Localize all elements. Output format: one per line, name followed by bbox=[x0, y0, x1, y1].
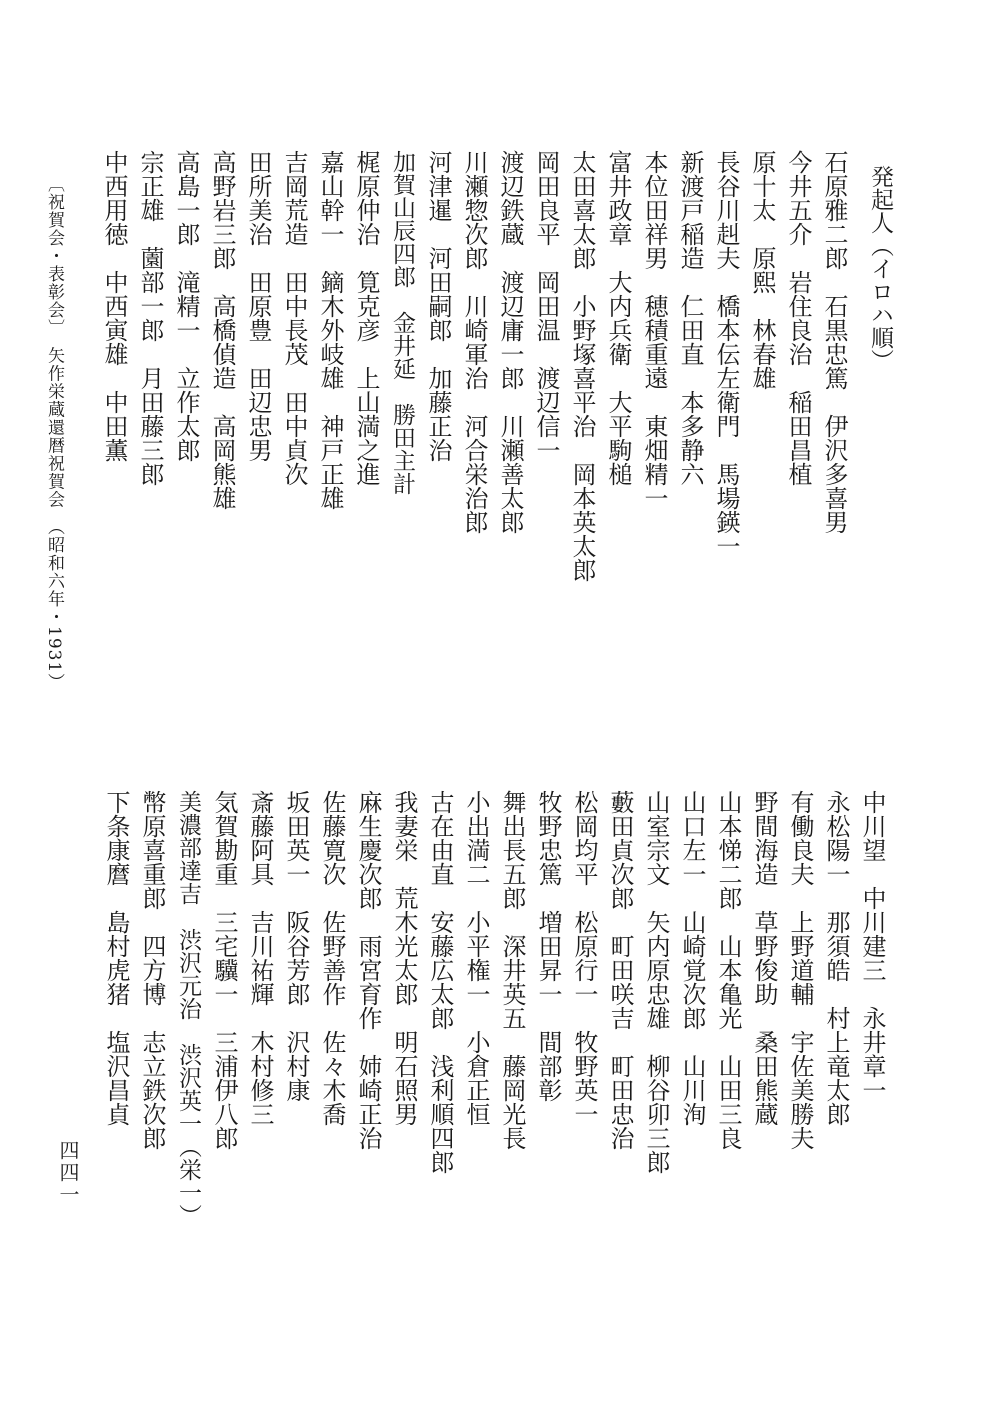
bottom-name-column: 幣原喜重郎 四方博 志立鉄次郎 bbox=[138, 790, 166, 1150]
bottom-name-column: 佐藤寛次 佐野善作 佐々木喬 bbox=[318, 790, 346, 1126]
top-name-column: 梶原仲治 筧克彦 上山満之進 bbox=[352, 150, 380, 486]
bottom-name-column: 永松陽一 那須皓 村上竜太郎 bbox=[822, 790, 850, 1126]
bottom-name-column: 麻生慶次郎 雨宮育作 姉崎正治 bbox=[354, 790, 382, 1150]
bottom-name-column: 中川望 中川建三 永井章一 bbox=[858, 790, 886, 1102]
heading: 発起人（イロハ順） bbox=[867, 165, 893, 372]
top-name-column: 川瀬惣次郎 川崎軍治 河合栄治郎 bbox=[460, 150, 488, 534]
bottom-name-column: 美濃部達吉 渋沢元治 渋沢英一（栄一） bbox=[175, 790, 201, 1227]
top-name-column: 田所美治 田原豊 田辺忠男 bbox=[244, 150, 272, 462]
page-number: 四四一 bbox=[56, 1140, 80, 1206]
bottom-name-column: 下条康麿 島村虎猪 塩沢昌貞 bbox=[102, 790, 130, 1126]
top-name-column: 渡辺鉄蔵 渡辺庸一郎 川瀬善太郎 bbox=[496, 150, 524, 534]
bottom-name-column: 古在由直 安藤広太郎 浅利順四郎 bbox=[426, 790, 454, 1174]
bottom-name-column: 山口左一 山崎覚次郎 山川洵 bbox=[678, 790, 706, 1126]
bottom-name-column: 松岡均平 松原行一 牧野英一 bbox=[570, 790, 598, 1126]
top-name-column: 今井五介 岩住良治 稲田昌植 bbox=[784, 150, 812, 486]
top-name-column: 宗正雄 薗部一郎 月田藤三郎 bbox=[136, 150, 164, 486]
bottom-name-column: 坂田英一 阪谷芳郎 沢村康 bbox=[282, 790, 310, 1102]
bottom-name-column: 我妻栄 荒木光太郎 明石照男 bbox=[390, 790, 418, 1126]
top-name-column: 加賀山辰四郎 金井延 勝田主計 bbox=[389, 150, 415, 495]
bottom-name-column: 小出満二 小平権一 小倉正恒 bbox=[462, 790, 490, 1126]
bottom-name-column: 舞出長五郎 深井英五 藤岡光長 bbox=[498, 790, 526, 1150]
top-name-column: 富井政章 大内兵衛 大平駒槌 bbox=[604, 150, 632, 486]
side-label: 〔祝賀会・表彰会〕 矢作栄蔵還暦祝賀会 （昭和六年・1931） bbox=[44, 175, 64, 692]
bottom-name-column: 藪田貞次郎 町田咲吉 町田忠治 bbox=[606, 790, 634, 1150]
bottom-name-column: 気賀勘重 三宅驥一 三浦伊八郎 bbox=[210, 790, 238, 1150]
bottom-name-column: 野間海造 草野俊助 桑田熊蔵 bbox=[750, 790, 778, 1126]
bottom-name-column: 有働良夫 上野道輔 宇佐美勝夫 bbox=[786, 790, 814, 1150]
top-name-column: 高島一郎 滝精一 立作太郎 bbox=[172, 150, 200, 462]
top-name-column: 嘉山幹一 鏑木外岐雄 神戸正雄 bbox=[316, 150, 344, 510]
bottom-name-column: 斎藤阿具 吉川祐輝 木村修三 bbox=[246, 790, 274, 1126]
top-name-column: 原十太 原熙 林春雄 bbox=[748, 150, 776, 390]
top-name-column: 中西用徳 中西寅雄 中田薫 bbox=[100, 150, 128, 462]
top-name-column: 石原雅二郎 石黒忠篤 伊沢多喜男 bbox=[820, 150, 848, 534]
top-name-column: 長谷川赳夫 橋本伝左衛門 馬場鍈一 bbox=[712, 150, 740, 558]
top-name-column: 新渡戸稲造 仁田直 本多静六 bbox=[676, 150, 704, 486]
bottom-name-column: 牧野忠篤 増田昇一 間部彰 bbox=[534, 790, 562, 1102]
top-name-column: 太田喜太郎 小野塚喜平治 岡本英太郎 bbox=[568, 150, 596, 582]
top-name-column: 高野岩三郎 高橋偵造 高岡熊雄 bbox=[208, 150, 236, 510]
bottom-name-column: 山本悌二郎 山本亀光 山田三良 bbox=[714, 790, 742, 1150]
top-name-column: 岡田良平 岡田温 渡辺信一 bbox=[532, 150, 560, 462]
bottom-name-column: 山室宗文 矢内原忠雄 柳谷卯三郎 bbox=[642, 790, 670, 1174]
top-name-column: 吉岡荒造 田中長茂 田中貞次 bbox=[280, 150, 308, 486]
top-name-column: 本位田祥男 穂積重遠 東畑精一 bbox=[640, 150, 668, 510]
top-name-column: 河津暹 河田嗣郎 加藤正治 bbox=[424, 150, 452, 462]
